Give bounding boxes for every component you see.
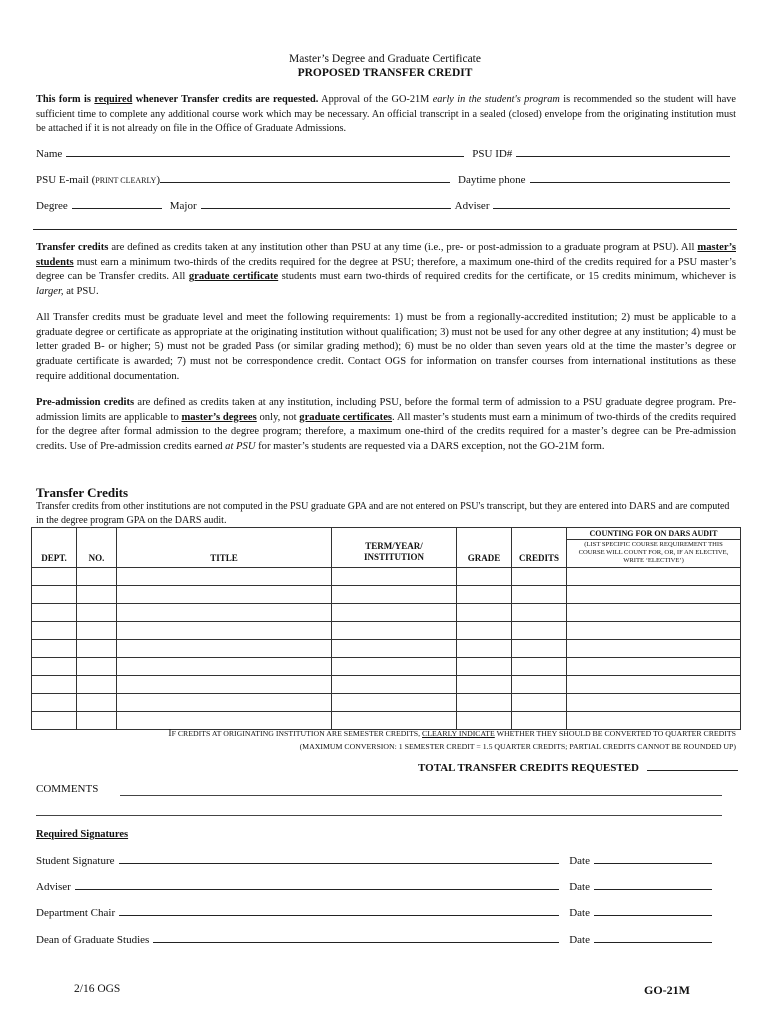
cell-dars[interactable] xyxy=(567,640,741,658)
section-divider xyxy=(33,229,737,230)
p3-italic: at PSU xyxy=(225,441,256,453)
cell-title[interactable] xyxy=(117,604,332,622)
col-dars-head: COUNTING FOR ON DARS AUDIT xyxy=(567,528,740,540)
adviser-label: Adviser xyxy=(454,200,490,212)
table-row xyxy=(32,622,741,640)
cell-credits[interactable] xyxy=(512,712,567,730)
email-label-sc: PRINT CLEARLY xyxy=(95,176,157,185)
name-field[interactable] xyxy=(66,147,464,157)
cell-title[interactable] xyxy=(117,568,332,586)
major-field[interactable] xyxy=(201,199,451,209)
intro-bold-b: whenever Transfer credits are requested. xyxy=(132,94,319,105)
cell-title[interactable] xyxy=(117,586,332,604)
table-row xyxy=(32,640,741,658)
col-grade-header: GRADE xyxy=(457,528,512,568)
cell-term[interactable] xyxy=(332,640,457,658)
email-label xyxy=(36,174,160,186)
cell-dars[interactable] xyxy=(567,658,741,676)
cell-dept[interactable] xyxy=(32,640,77,658)
cell-title[interactable] xyxy=(117,694,332,712)
cell-grade[interactable] xyxy=(457,604,512,622)
cell-dars[interactable] xyxy=(567,604,741,622)
p1-bold-u2: graduate certificate xyxy=(188,271,279,283)
cell-no[interactable] xyxy=(77,568,117,586)
table-row xyxy=(32,676,741,694)
col-title-header: TITLE xyxy=(117,528,332,568)
cell-grade[interactable] xyxy=(457,712,512,730)
intro-italic: early in the student's program xyxy=(432,94,560,105)
semester-note xyxy=(36,728,736,740)
student-signature-field[interactable] xyxy=(119,854,560,864)
transfer-credits-table xyxy=(31,527,741,730)
cell-term[interactable] xyxy=(332,694,457,712)
name-label: Name xyxy=(36,148,63,160)
form-subtitle: Master’s Degree and Graduate Certificate xyxy=(288,53,481,65)
name-row xyxy=(36,147,734,160)
cell-title[interactable] xyxy=(117,676,332,694)
cell-term[interactable] xyxy=(332,712,457,730)
p1-bold: Transfer credits xyxy=(36,242,109,253)
p1-text-c: students must earn two-thirds of required credits for the certificate, or 15 credits minimum, whichever is xyxy=(278,271,736,283)
chair-signature-row xyxy=(36,906,716,919)
degree-label: Degree xyxy=(36,200,68,212)
cell-dept[interactable] xyxy=(32,622,77,640)
p1-bold-u1: master’s students xyxy=(36,242,736,268)
chair-signature-field[interactable] xyxy=(119,906,559,916)
student-date-label: Date xyxy=(569,855,590,867)
cell-dars[interactable] xyxy=(567,712,741,730)
intro-paragraph xyxy=(36,93,736,137)
cell-credits[interactable] xyxy=(512,568,567,586)
cell-term[interactable] xyxy=(332,676,457,694)
email-label-b: ) xyxy=(156,174,161,186)
table-row xyxy=(32,712,741,730)
email-field[interactable] xyxy=(160,173,450,183)
cell-dept[interactable] xyxy=(32,604,77,622)
comments-line-1[interactable] xyxy=(120,795,722,796)
cell-title[interactable] xyxy=(117,640,332,658)
chair-signature-label: Department Chair xyxy=(36,907,116,919)
p1-text-b: must earn a minimum two-thirds of the credits required for the degree at PSU; therefore, a maximum one-third of the credits required for a PSU master’s degree can be Transfer credits. All xyxy=(36,256,736,283)
cell-dars[interactable] xyxy=(567,586,741,604)
p1-text-d: at PSU. xyxy=(63,286,99,298)
cell-grade[interactable] xyxy=(457,694,512,712)
p3-bold: Pre-admission credits xyxy=(36,397,135,408)
table-row xyxy=(32,568,741,586)
adviser-signature-label: Adviser xyxy=(36,881,71,893)
p1-text-a: are defined as credits taken at any institution other than PSU at any time (i.e., pre- or post-admission to a graduate program at PSU). All xyxy=(108,242,698,253)
cell-grade[interactable] xyxy=(457,622,512,640)
adviser-date-field[interactable] xyxy=(594,880,712,890)
cell-grade[interactable] xyxy=(457,586,512,604)
p3-text-b: only, not xyxy=(256,411,300,423)
cell-title[interactable] xyxy=(117,712,332,730)
cell-dept[interactable] xyxy=(32,568,77,586)
total-row xyxy=(418,761,742,774)
dean-date-label: Date xyxy=(569,934,590,946)
cell-dars[interactable] xyxy=(567,568,741,586)
table-row xyxy=(32,604,741,622)
form-title: PROPOSED TRANSFER CREDIT xyxy=(297,67,473,79)
cell-dars[interactable] xyxy=(567,676,741,694)
note-underlined: CLEARLY INDICATE xyxy=(422,729,495,738)
footer-form-number: GO-21M xyxy=(644,983,690,997)
cell-no[interactable] xyxy=(77,622,117,640)
cell-title[interactable] xyxy=(117,658,332,676)
table-row xyxy=(32,586,741,604)
footer-revision: 2/16 OGS xyxy=(74,983,121,995)
cell-no[interactable] xyxy=(77,604,117,622)
p1-italic: larger, xyxy=(36,286,64,298)
cell-credits[interactable] xyxy=(512,604,567,622)
adviser-field[interactable] xyxy=(493,199,730,209)
cell-title[interactable] xyxy=(117,622,332,640)
col-credits-header: CREDITS xyxy=(512,528,567,568)
email-label-a: PSU E-mail ( xyxy=(36,174,96,186)
col-dars-header xyxy=(567,528,741,568)
note-initial: I xyxy=(168,729,172,739)
p3-text-a: are defined as credits taken at any institution, including PSU, before the formal term of admission to a PSU graduate degree program. Pre-admission limits are applicable to xyxy=(36,397,737,423)
cell-no[interactable] xyxy=(77,586,117,604)
cell-credits[interactable] xyxy=(512,586,567,604)
cell-no[interactable] xyxy=(77,640,117,658)
col-term-header xyxy=(332,528,457,568)
transfer-definition-paragraph xyxy=(36,241,736,300)
cell-dept[interactable] xyxy=(32,586,77,604)
cell-credits[interactable] xyxy=(512,694,567,712)
adviser-date-label: Date xyxy=(569,881,590,893)
phone-field[interactable] xyxy=(530,173,730,183)
p3-text-d: for master’s students are requested via a DARS exception, not the GO-21M form. xyxy=(255,441,605,453)
cell-no[interactable] xyxy=(77,694,117,712)
table-row xyxy=(32,694,741,712)
intro-bold-a: This form is xyxy=(36,94,95,105)
phone-label: Daytime phone xyxy=(458,174,526,186)
p3-text-c: . All master’s students must earn a minimum of two-thirds of the credits required for the degree after formal admission to the degree program; therefore, a maximum one-third of the credits required for a master’s degree can be Pre-admission credits. Use of Pre-admission credits earned xyxy=(36,411,737,453)
col-dept-header: DEPT. xyxy=(32,528,77,568)
cell-dars[interactable] xyxy=(567,694,741,712)
cell-dept[interactable] xyxy=(32,694,77,712)
cell-grade[interactable] xyxy=(457,658,512,676)
note-text-c: WHETHER THEY SHOULD BE CONVERTED TO QUARTER CREDITS xyxy=(494,729,736,738)
transfer-credits-heading: Transfer Credits xyxy=(36,485,129,500)
cell-no[interactable] xyxy=(77,658,117,676)
cell-dars[interactable] xyxy=(567,622,741,640)
cell-no[interactable] xyxy=(77,676,117,694)
student-signature-label: Student Signature xyxy=(36,855,115,867)
cell-term[interactable] xyxy=(332,568,457,586)
cell-term[interactable] xyxy=(332,604,457,622)
chair-date-field[interactable] xyxy=(594,906,712,916)
cell-no[interactable] xyxy=(77,712,117,730)
conversion-note: (MAXIMUM CONVERSION: 1 SEMESTER CREDIT = 1.5 QUARTER CREDITS; PARTIAL CREDITS CANNOT BE ROUNDED UP) xyxy=(299,742,736,751)
cell-dept[interactable] xyxy=(32,658,77,676)
p3-bold-u2: graduate certificates xyxy=(299,411,393,423)
dean-signature-row xyxy=(36,933,716,946)
cell-term[interactable] xyxy=(332,586,457,604)
email-row xyxy=(36,173,734,186)
comments-label: COMMENTS xyxy=(36,783,99,795)
cell-grade[interactable] xyxy=(457,676,512,694)
adviser-signature-field[interactable] xyxy=(75,880,559,890)
transfer-credits-description: Transfer credits from other institutions are not computed in the PSU graduate GPA and are not entered on PSU's transcript, but they are entered into DARS and are computed in the degree program GPA on the DARS audit. xyxy=(36,501,730,526)
degree-row xyxy=(36,199,734,212)
cell-term[interactable] xyxy=(332,622,457,640)
total-field[interactable] xyxy=(647,761,738,771)
student-date-field[interactable] xyxy=(594,854,712,864)
note-text-b: F CREDITS AT ORIGINATING INSTITUTION ARE SEMESTER CREDITS, xyxy=(171,729,423,738)
cell-credits[interactable] xyxy=(512,640,567,658)
cell-term[interactable] xyxy=(332,658,457,676)
intro-text-b: is recommended so the student will have sufficient time to complete any additional course work which may be necessary. An official transcript in a sealed (closed) envelope from the originating institution must be attached if it is not already on file in the Office of Graduate Admissions. xyxy=(36,94,736,134)
col-dars-sub: (LIST SPECIFIC COURSE REQUIREMENT THIS COURSE WILL COUNT FOR, OR, IF AN ELECTIVE, WRITE ‘ELECTIVE’) xyxy=(578,541,729,564)
dean-signature-label: Dean of Graduate Studies xyxy=(36,934,150,946)
dean-date-field[interactable] xyxy=(594,933,712,943)
degree-field[interactable] xyxy=(72,199,162,209)
adviser-signature-row xyxy=(36,880,716,893)
psu-id-label: PSU ID# xyxy=(472,148,513,160)
preadmission-paragraph xyxy=(36,396,736,455)
intro-text-a: Approval of the GO-21M xyxy=(318,94,433,105)
table-header-row xyxy=(32,528,741,568)
cell-dept[interactable] xyxy=(32,712,77,730)
psu-id-field[interactable] xyxy=(516,147,730,157)
cell-grade[interactable] xyxy=(457,640,512,658)
cell-credits[interactable] xyxy=(512,658,567,676)
intro-required: required xyxy=(94,94,133,105)
comments-line-2[interactable] xyxy=(36,815,722,816)
table-row xyxy=(32,658,741,676)
cell-credits[interactable] xyxy=(512,676,567,694)
p3-bold-u1: master’s degrees xyxy=(181,411,257,423)
cell-credits[interactable] xyxy=(512,622,567,640)
dean-signature-field[interactable] xyxy=(153,933,559,943)
cell-dept[interactable] xyxy=(32,676,77,694)
signatures-heading: Required Signatures xyxy=(36,829,129,840)
col-term-b: INSTITUTION xyxy=(363,552,425,562)
total-label: TOTAL TRANSFER CREDITS REQUESTED xyxy=(418,762,639,774)
col-no-header: NO. xyxy=(77,528,117,568)
requirements-paragraph: All Transfer credits must be graduate level and meet the following requirements: 1) must be from a regionally-accredited institution; 2) must be applicable to a graduate degree or certificate as appropriate at the originating institution without qualification; 3) must not be used for any other degree at any institution; 4) must be letter graded B- or higher; 5) must not be graded Pass (or similar grading method); 6) must be no older than seven years old at the time the master’s degree or graduate certificate is awarded; 7) must not be correspondence credit. Contact OGS for information on transfer courses from international institutions as these require additional documentation. xyxy=(36,312,736,382)
col-term-a: TERM/YEAR/ xyxy=(365,541,423,551)
chair-date-label: Date xyxy=(569,907,590,919)
cell-grade[interactable] xyxy=(457,568,512,586)
student-signature-row xyxy=(36,854,716,867)
major-label: Major xyxy=(169,200,197,212)
